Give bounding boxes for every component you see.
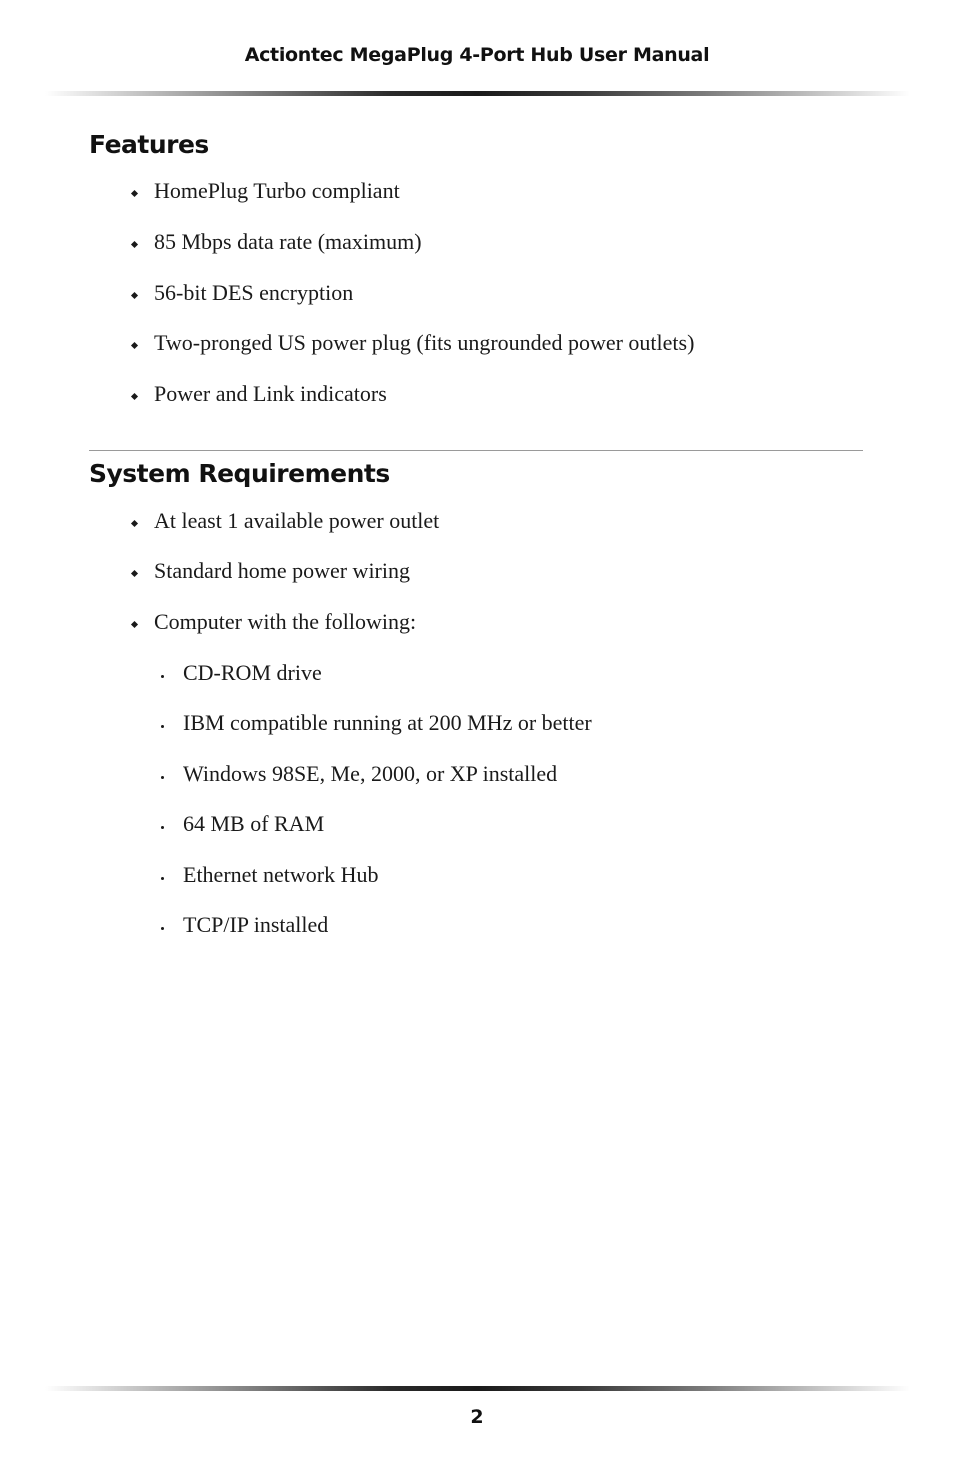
diamond-bullet-icon <box>131 190 138 197</box>
page-number: 2 <box>470 1406 484 1428</box>
page-header-title: Actiontec MegaPlug 4-Port Hub User Manual <box>244 44 710 66</box>
dot-bullet-icon <box>161 725 164 728</box>
footer-divider <box>45 1386 910 1391</box>
dot-bullet-icon <box>161 877 164 880</box>
dot-bullet-icon <box>161 776 164 779</box>
header-divider <box>45 91 910 96</box>
features-heading: Features <box>89 130 209 159</box>
system-requirements-heading: System Requirements <box>89 459 390 488</box>
diamond-bullet-icon <box>131 292 138 299</box>
diamond-bullet-icon <box>131 570 138 577</box>
section-divider <box>89 450 863 451</box>
dot-bullet-icon <box>161 826 164 829</box>
diamond-bullet-icon <box>131 520 138 527</box>
dot-bullet-icon <box>161 675 164 678</box>
diamond-bullet-icon <box>131 393 138 400</box>
diamond-bullet-icon <box>131 342 138 349</box>
diamond-bullet-icon <box>131 621 138 628</box>
diamond-bullet-icon <box>131 241 138 248</box>
dot-bullet-icon <box>161 927 164 930</box>
